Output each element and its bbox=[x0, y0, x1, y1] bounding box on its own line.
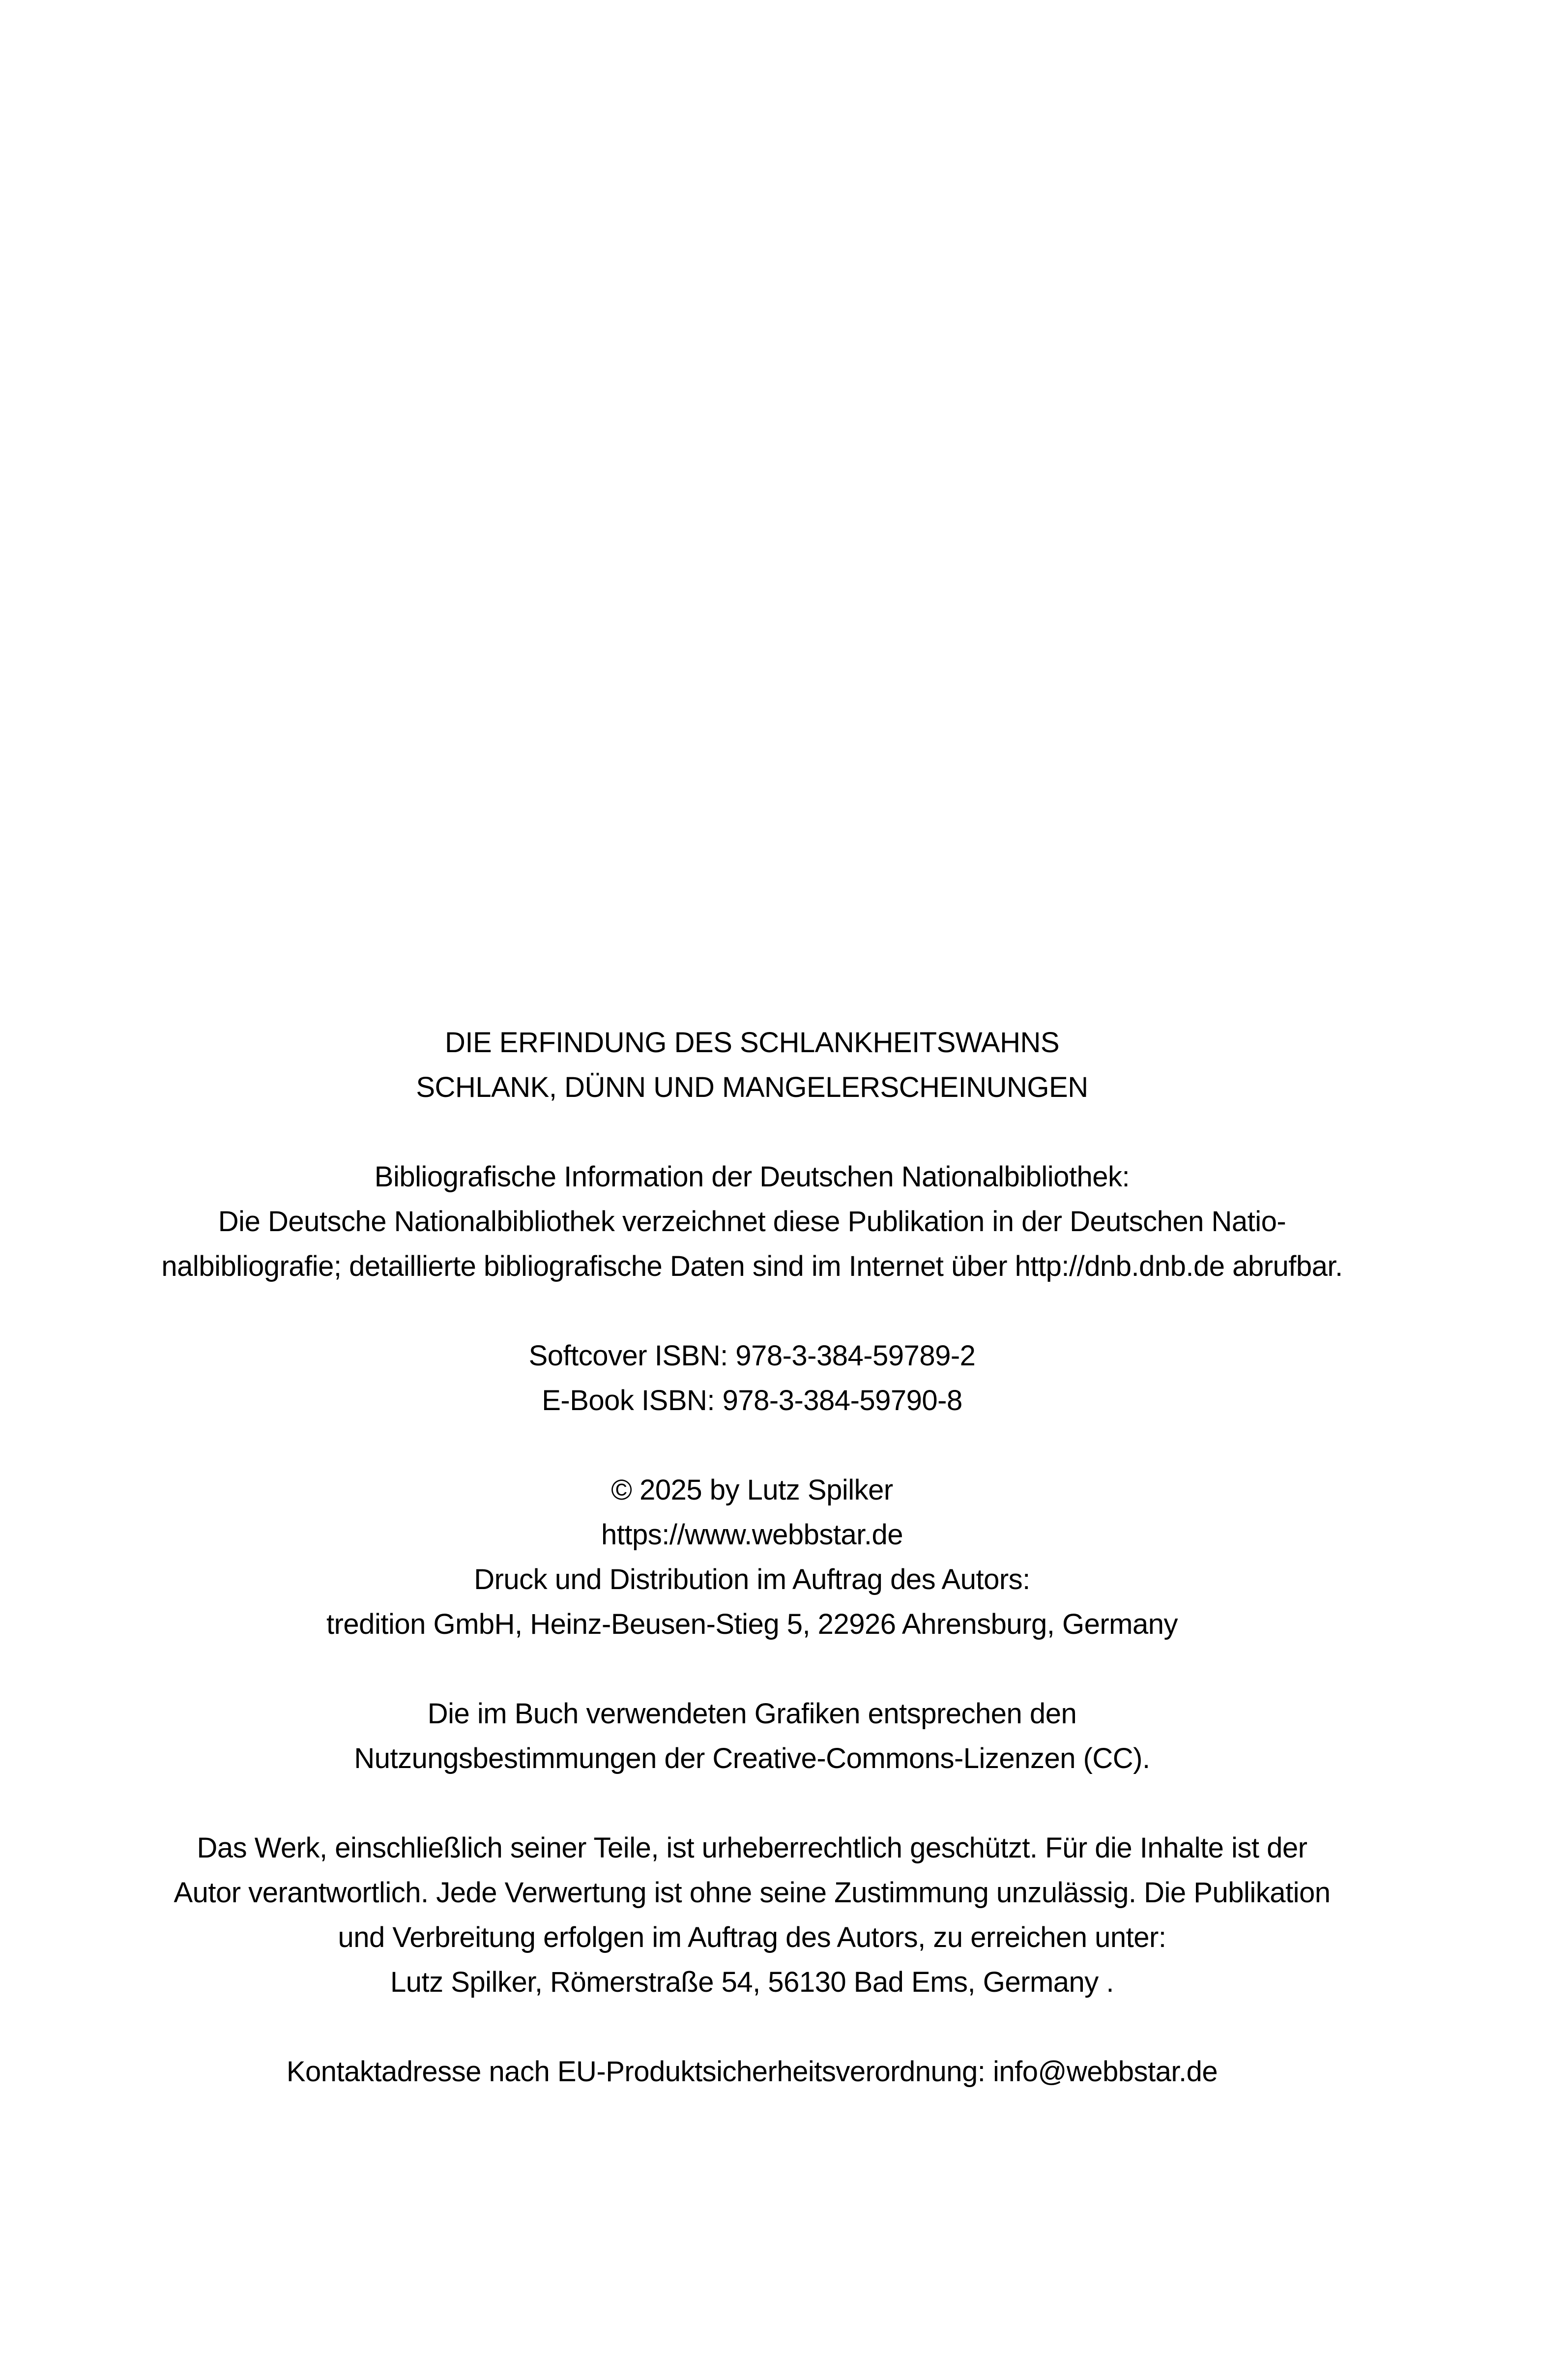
distribution-label: Druck und Distribution im Auftrag des Autors: bbox=[474, 1564, 1030, 1595]
imprint-text bbox=[0, 1020, 1504, 2139]
bibliographic-info-line: nalbibliografie; detaillierte bibliografische Daten sind im Internet über http://dnb.dnb.de abrufbar. bbox=[161, 1250, 1343, 1282]
contact-line: Kontaktadresse nach EU-Produktsicherheitsverordnung: info@webbstar.de bbox=[286, 2056, 1218, 2088]
distributor-address: tredition GmbH, Heinz-Beusen-Stieg 5, 22926 Ahrensburg, Germany bbox=[326, 1608, 1178, 1640]
bibliographic-info-line: Die Deutsche Nationalbibliothek verzeichnet diese Publikation in der Deutschen Natio- bbox=[218, 1206, 1286, 1238]
graphics-notice-line: Die im Buch verwendeten Grafiken entsprechen den bbox=[427, 1698, 1077, 1730]
book-subtitle: SCHLANK, DÜNN UND MANGELERSCHEINUNGEN bbox=[416, 1071, 1088, 1103]
copyright-block bbox=[0, 1468, 1504, 1647]
isbn-block bbox=[0, 1333, 1504, 1423]
author-address: Lutz Spilker, Römerstraße 54, 56130 Bad Ems, Germany . bbox=[390, 1966, 1114, 1998]
ebook-isbn: E-Book ISBN: 978-3-384-59790-8 bbox=[542, 1385, 962, 1416]
graphics-notice-line: Nutzungsbestimmungen der Creative-Commons-Lizenzen (CC). bbox=[354, 1742, 1150, 1774]
graphics-notice-block bbox=[0, 1691, 1504, 1781]
legal-notice-line: und Verbreitung erfolgen im Auftrag des Autors, zu erreichen unter: bbox=[338, 1921, 1166, 1953]
copyright-notice: © 2025 by Lutz Spilker bbox=[611, 1474, 893, 1506]
legal-notice-line: Autor verantwortlich. Jede Verwertung ist ohne seine Zustimmung unzulässig. Die Publikation bbox=[174, 1877, 1331, 1909]
bibliographic-info-heading: Bibliografische Information der Deutschen Nationalbibliothek: bbox=[374, 1161, 1130, 1193]
legal-notice-line: Das Werk, einschließlich seiner Teile, ist urheberrechtlich geschützt. Für die Inhalte ist der bbox=[197, 1832, 1307, 1864]
softcover-isbn: Softcover ISBN: 978-3-384-59789-2 bbox=[528, 1340, 976, 1372]
book-title: DIE ERFINDUNG DES SCHLANKHEITSWAHNS bbox=[444, 1027, 1060, 1059]
bibliographic-info-block bbox=[0, 1154, 1504, 1289]
book-title-block bbox=[0, 1020, 1504, 1110]
contact-block bbox=[0, 2049, 1504, 2094]
author-website: https://www.webbstar.de bbox=[601, 1519, 903, 1551]
legal-notice-block bbox=[0, 1826, 1504, 2005]
